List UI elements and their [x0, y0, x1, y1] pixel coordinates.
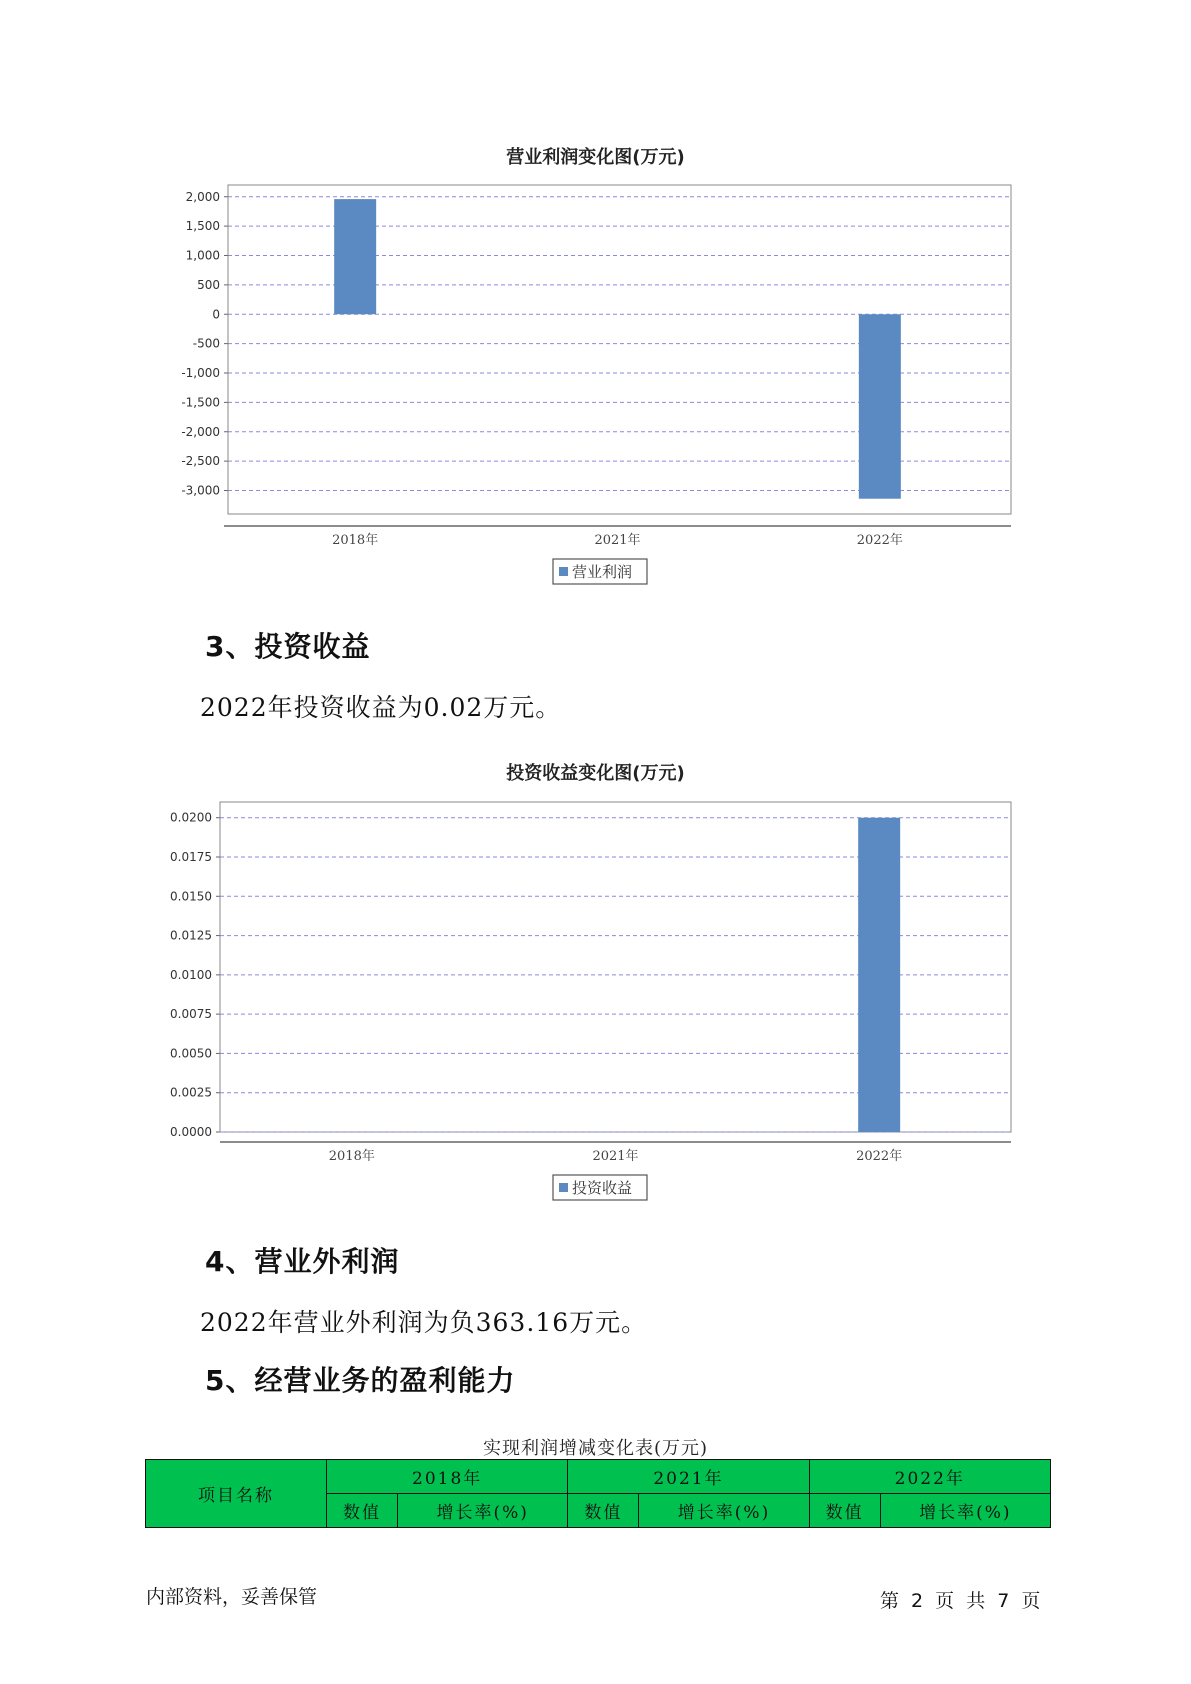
- y-tick-label: -3,000: [181, 483, 220, 498]
- x-tick-label: 2021年: [592, 1149, 639, 1164]
- growth-rate-header: 增长率(%): [639, 1494, 809, 1528]
- y-tick-label: -2,000: [181, 424, 220, 439]
- footer-confidential-note: 内部资料，妥善保管: [146, 1586, 318, 1608]
- page-number: 第 2 页 共 7 页: [880, 1590, 1041, 1612]
- chart-title-operating-profit: 营业利润变化图(万元): [506, 147, 685, 168]
- x-tick-label: 2022年: [856, 1149, 903, 1164]
- legend-swatch: [559, 567, 568, 576]
- bar-2022年: [859, 314, 901, 498]
- year-header-2021: 2021年: [568, 1460, 809, 1494]
- legend-label: 投资收益: [572, 1179, 633, 1197]
- non-operating-profit-text: 2022年营业外利润为负363.16万元。: [200, 1308, 648, 1337]
- investment-income-chart: [0, 790, 1191, 1210]
- y-tick-label: -1,500: [181, 395, 220, 410]
- growth-rate-header: 增长率(%): [880, 1494, 1050, 1528]
- y-tick-label: 2,000: [185, 189, 220, 204]
- value-header: 数值: [809, 1494, 880, 1528]
- value-header: 数值: [327, 1494, 398, 1528]
- chart-title-investment-income: 投资收益变化图(万元): [506, 763, 685, 784]
- legend-label: 营业利润: [572, 563, 633, 581]
- growth-rate-header: 增长率(%): [398, 1494, 568, 1528]
- year-header-2018: 2018年: [327, 1460, 568, 1494]
- year-header-2022: 2022年: [809, 1460, 1050, 1494]
- item-name-header: 项目名称: [146, 1460, 327, 1528]
- y-tick-label: 0.0050: [170, 1046, 212, 1061]
- legend-swatch: [559, 1183, 568, 1192]
- y-tick-label: -1,000: [181, 366, 220, 380]
- investment-income-text: 2022年投资收益为0.02万元。: [200, 693, 562, 722]
- y-tick-label: 0.0100: [170, 967, 212, 982]
- y-tick-label: 0.0150: [170, 889, 212, 904]
- table-caption: 实现利润增减变化表(万元): [482, 1438, 709, 1459]
- y-tick-label: -500: [192, 336, 220, 351]
- y-tick-label: 0.0175: [170, 850, 212, 864]
- table-header-row: [146, 1460, 1051, 1494]
- bar-2018年: [334, 199, 376, 314]
- profit-change-table: [145, 1459, 1051, 1528]
- y-tick-label: 0.0025: [170, 1085, 212, 1100]
- x-tick-label: 2022年: [856, 533, 903, 548]
- y-tick-label: 500: [197, 277, 220, 292]
- section-heading-investment-income: 3、投资收益: [205, 630, 371, 663]
- y-tick-label: -2,500: [181, 454, 220, 469]
- operating-profit-chart: [0, 170, 1191, 590]
- y-tick-label: 0.0000: [170, 1125, 212, 1139]
- section-heading-non-operating-profit: 4、营业外利润: [205, 1245, 400, 1278]
- y-tick-label: 0.0200: [170, 810, 212, 825]
- y-tick-label: 0.0125: [170, 928, 212, 943]
- x-tick-label: 2018年: [328, 1149, 375, 1164]
- y-tick-label: 0: [212, 307, 220, 322]
- x-tick-label: 2018年: [332, 533, 379, 548]
- y-tick-label: 1,000: [185, 248, 220, 263]
- y-tick-label: 0.0075: [170, 1007, 212, 1022]
- x-tick-label: 2021年: [594, 533, 641, 548]
- bar-2022年: [858, 818, 900, 1132]
- value-header: 数值: [568, 1494, 639, 1528]
- section-heading-profitability: 5、经营业务的盈利能力: [205, 1364, 516, 1397]
- y-tick-label: 1,500: [185, 219, 220, 234]
